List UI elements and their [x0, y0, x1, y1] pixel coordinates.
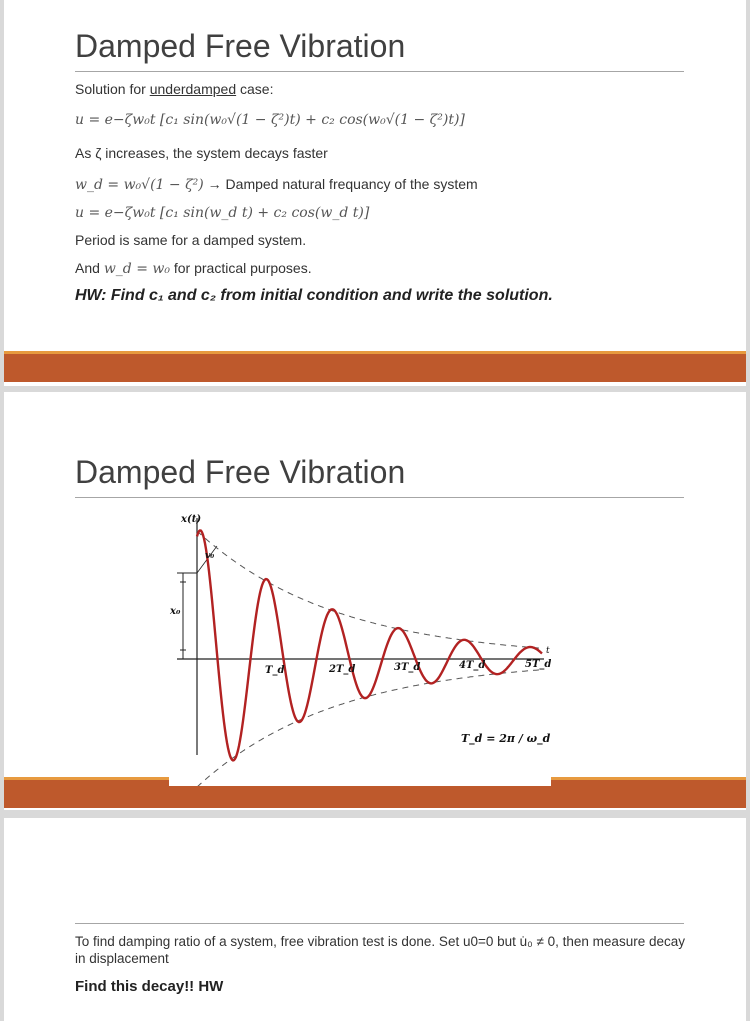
decay-statement: As ζ increases, the system decays faster [75, 145, 328, 161]
slide-2 [4, 392, 746, 810]
period-label-4: 4T_d [459, 660, 486, 671]
upper-envelope [197, 531, 542, 648]
period-formula: T_d = 2π / ω_d [461, 732, 551, 745]
solution-suffix: case: [236, 81, 274, 97]
period-label-3: 3T_d [394, 662, 421, 673]
t-axis-label: t [546, 646, 550, 656]
slide-title: Damped Free Vibration [75, 454, 406, 490]
practical-prefix: And [75, 260, 104, 276]
vibration-plot-svg [169, 510, 551, 786]
title-rule [75, 71, 684, 72]
damped-frequency-eq: w_d = w₀√(1 − ζ²) [75, 177, 204, 193]
period-label-2: 2T_d [329, 664, 356, 675]
displacement-curve [197, 530, 542, 760]
damped-frequency-desc: → Damped natural frequancy of the system [203, 176, 478, 192]
slide-3 [4, 818, 746, 1021]
lower-envelope [197, 670, 542, 786]
practical-suffix: for practical purposes. [169, 260, 312, 276]
equation-1: u = e−ζw₀t [c₁ sin(w₀√(1 − ζ²)t) + c₂ cos(w₀√(1 − ζ²)t)] [75, 112, 465, 128]
title-rule [75, 923, 684, 924]
title-rule [75, 497, 684, 498]
homework-line: Find this decay!! HW [75, 978, 224, 995]
practical-eq: w_d = w₀ [103, 261, 170, 277]
homework-line: HW: Find c₁ and c₂ from initial condition and write the solution. [75, 287, 553, 304]
equation-3: u = e−ζw₀t [c₁ sin(w_d t) + c₂ cos(w_d t)] [75, 205, 370, 221]
footer-band [4, 354, 746, 382]
solution-prefix: Solution for [75, 81, 150, 97]
period-label-1: T_d [265, 665, 285, 676]
damping-test-text: To find damping ratio of a system, free vibration test is done. Set u0=0 but u̇₀ ≠ 0, then measure decay in displacement [75, 934, 685, 966]
period-statement: Period is same for a damped system. [75, 232, 307, 248]
underdamped-word: underdamped [149, 81, 237, 97]
damped-vibration-diagram [169, 510, 551, 786]
slide-1 [4, 0, 746, 386]
solution-line [75, 81, 273, 97]
x0-label: x₀ [170, 606, 181, 617]
y-axis-label: x(t) [181, 514, 202, 525]
period-label-5: 5T_d [525, 659, 551, 670]
slide-title: Damped Free Vibration [75, 28, 406, 64]
damped-frequency-line [75, 176, 478, 193]
practical-line [75, 260, 312, 277]
v0-label: v₀ [205, 551, 215, 561]
